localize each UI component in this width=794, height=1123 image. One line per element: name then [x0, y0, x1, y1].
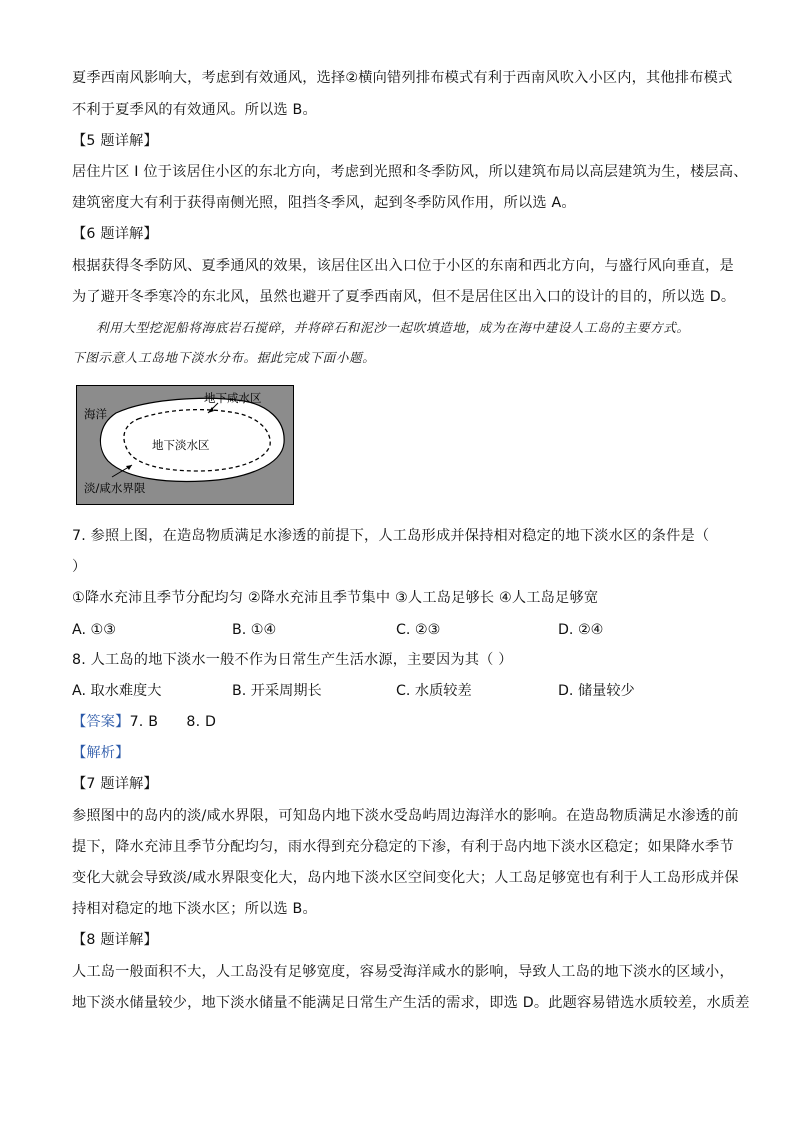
label-boundary: 淡/咸水界限 [84, 481, 146, 495]
paragraph-line: 不利于夏季风的有效通风。所以选 B。 [72, 102, 317, 118]
paragraph-line: 为了避开冬季寒冷的东北风，虽然也避开了夏季西南风，但不是居住区出入口的设计的目的，所以选 D。 [72, 289, 736, 305]
section-heading-q6: 【6 题详解】 [72, 226, 158, 242]
question-8-option-b: B. 开采周期长 [232, 683, 322, 699]
paragraph-line: 人工岛一般面积不大，人工岛没有足够宽度，容易受海洋咸水的影响，导致人工岛的地下淡水的区域小， [72, 964, 734, 980]
paragraph-line: 夏季西南风影响大，考虑到有效通风，选择②横向错列排布模式有利于西南风吹入小区内，其他排布模式 [72, 70, 733, 86]
question-8-option-c: C. 水质较差 [396, 683, 472, 699]
answer-label: 【答案】 [72, 714, 130, 730]
question-7-option-b: B. ①④ [232, 622, 277, 638]
paragraph-line: 建筑密度大有利于获得南侧光照，阻挡冬季风，起到冬季防风作用，所以选 A。 [72, 195, 576, 211]
answer-value: 7. B 8. D [129, 714, 217, 730]
intro-line: 利用大型挖泥船将海底岩石搅碎，并将碎石和泥沙一起吹填造地，成为在海中建设人工岛的主要方式。 [96, 320, 690, 335]
question-8-option-d: D. 储量较少 [558, 683, 635, 699]
label-freshwater-zone: 地下淡水区 [152, 438, 210, 452]
section-heading-q5: 【5 题详解】 [72, 133, 158, 149]
paragraph-line: 参照图中的岛内的淡/咸水界限，可知岛内地下淡水受岛屿周边海洋水的影响。在造岛物质满足水渗透的前 [72, 808, 739, 824]
label-saltwater-zone: 地下咸水区 [204, 391, 262, 405]
paragraph-line: 变化大就会导致淡/咸水界限变化大，岛内地下淡水区空间变化大；人工岛足够宽也有利于人工岛形成并保 [72, 870, 739, 886]
label-ocean: 海洋 [84, 407, 107, 421]
island-groundwater-figure [76, 385, 294, 505]
question-7-option-c: C. ②③ [396, 622, 441, 638]
section-heading-q7: 【7 题详解】 [72, 776, 158, 792]
section-heading-q8: 【8 题详解】 [72, 932, 158, 948]
question-7-option-d: D. ②④ [558, 622, 604, 638]
paragraph-line: 根据获得冬季防风、夏季通风的效果，该居住区出入口位于小区的东南和西北方向，与盛行风向垂直，是 [72, 258, 734, 274]
analysis-label: 【解析】 [72, 745, 130, 761]
question-7-stem: 7. 参照上图，在造岛物质满足水渗透的前提下，人工岛形成并保持相对稳定的地下淡水区的条件是（ [72, 528, 710, 544]
paragraph-line: 持相对稳定的地下淡水区；所以选 B。 [72, 901, 317, 917]
question-7-conditions: ①降水充沛且季节分配均匀 ②降水充沛且季节集中 ③人工岛足够长 ④人工岛足够宽 [72, 590, 599, 606]
question-8-stem: 8. 人工岛的地下淡水一般不作为日常生产生活水源，主要因为其（ ） [72, 652, 513, 668]
paragraph-line: 居住片区 I 位于该居住小区的东北方向，考虑到光照和冬季防风，所以建筑布局以高层建筑为生，楼层高、 [72, 164, 748, 180]
paragraph-line: 提下，降水充沛且季节分配均匀，雨水得到充分稳定的下渗，有利于岛内地下淡水区稳定；如果降水季节 [72, 839, 734, 855]
question-7-option-a: A. ①③ [72, 622, 116, 638]
question-7-stem-cont: ） [72, 559, 87, 575]
answer-row [72, 712, 216, 732]
question-8-option-a: A. 取水难度大 [72, 683, 162, 699]
paragraph-line: 地下淡水储量较少，地下淡水储量不能满足日常生产生活的需求，即选 D。此题容易错选水质较差，水质差 [72, 995, 750, 1011]
intro-line: 下图示意人工岛地下淡水分布。据此完成下面小题。 [72, 350, 376, 365]
